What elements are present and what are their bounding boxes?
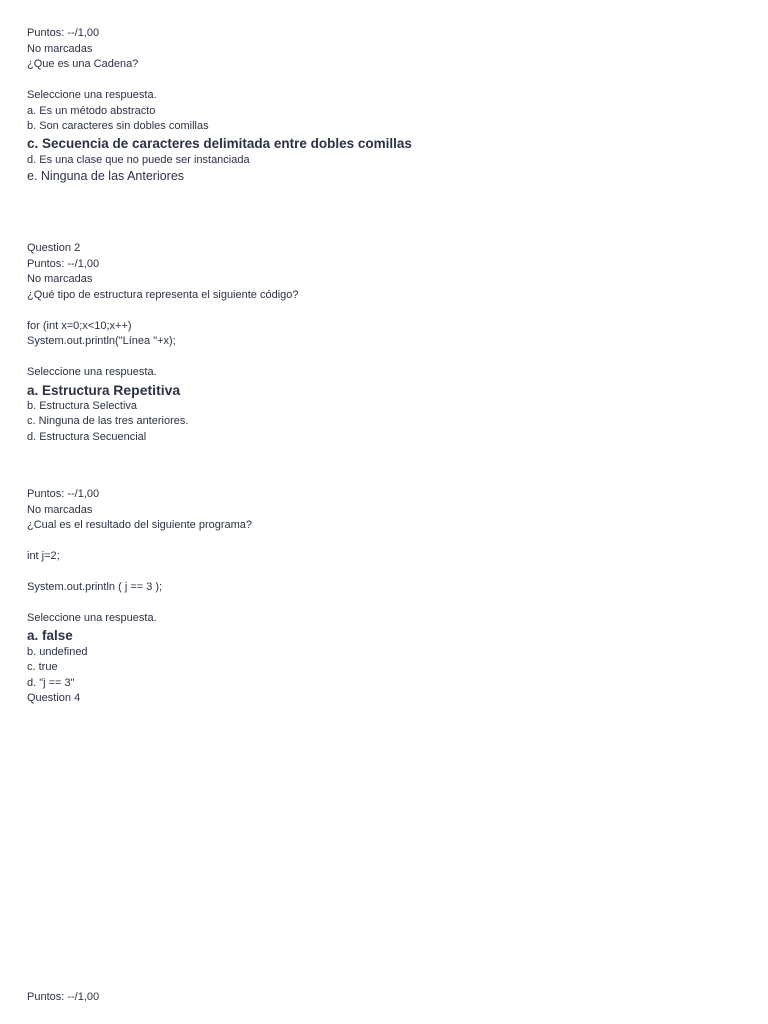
q2-option-b[interactable]: b. Estructura Selectiva bbox=[27, 399, 138, 412]
q2-label: Question 2 bbox=[27, 242, 81, 254]
q1-option-e[interactable]: e. Ninguna de las Anteriores bbox=[27, 169, 185, 183]
spacer bbox=[27, 596, 747, 612]
q2-option-c[interactable]: c. Ninguna de las tres anteriores. bbox=[27, 415, 189, 427]
q3-question-text: ¿Cual es el resultado del siguiente programa? bbox=[27, 519, 253, 531]
q1-option-d[interactable]: d. Es una clase que no puede ser instanciada bbox=[27, 153, 250, 166]
question-3 bbox=[27, 487, 747, 707]
q1-option-a[interactable]: a. Es un método abstracto bbox=[27, 104, 156, 117]
q1-points: Puntos: --/1,00 bbox=[27, 27, 100, 39]
q3-code-line-1: int j=2; bbox=[27, 550, 60, 562]
q3-option-b[interactable]: b. undefined bbox=[27, 645, 88, 658]
q1-question-text: ¿Que es una Cadena? bbox=[27, 58, 139, 70]
q4-points: Puntos: --/1,00 bbox=[27, 991, 100, 1003]
spacer bbox=[27, 303, 747, 319]
q3-option-c[interactable]: c. true bbox=[27, 661, 58, 673]
q3-status: No marcadas bbox=[27, 503, 93, 516]
q1-option-c[interactable]: c. Secuencia de caracteres delimitada entre dobles comillas bbox=[27, 135, 412, 151]
spacer bbox=[27, 565, 747, 581]
spacer bbox=[27, 350, 747, 366]
q2-code-line-2: System.out.println("Línea "+x); bbox=[27, 335, 176, 347]
q2-question-text: ¿Qué tipo de estructura representa el siguiente código? bbox=[27, 288, 299, 301]
spacer bbox=[27, 73, 747, 89]
q2-prompt: Seleccione una respuesta. bbox=[27, 366, 157, 378]
q2-status: No marcadas bbox=[27, 273, 93, 285]
question-1 bbox=[27, 26, 747, 185]
q2-code-line-1: for (int x=0;x<10;x++) bbox=[27, 319, 132, 332]
q3-code-line-2: System.out.println ( j == 3 ); bbox=[27, 581, 163, 593]
q3-option-a[interactable]: a. false bbox=[27, 627, 73, 643]
q3-prompt: Seleccione una respuesta. bbox=[27, 612, 157, 624]
q1-prompt: Seleccione una respuesta. bbox=[27, 89, 157, 101]
q1-option-b[interactable]: b. Son caracteres sin dobles comillas bbox=[27, 120, 209, 132]
q2-option-a-prefix: a. Estructura bbox=[27, 382, 114, 398]
q4-label: Question 4 bbox=[27, 692, 81, 704]
question-4 bbox=[27, 990, 747, 1006]
q3-option-d[interactable]: d. "j == 3" bbox=[27, 676, 75, 689]
q1-status: No marcadas bbox=[27, 42, 93, 55]
q2-option-d[interactable]: d. Estructura Secuencial bbox=[27, 430, 147, 443]
q2-option-a-emphasis: Repetitiva bbox=[113, 381, 181, 398]
spacer bbox=[27, 534, 747, 550]
q2-option-a[interactable] bbox=[27, 381, 747, 399]
question-2 bbox=[27, 241, 747, 445]
q2-points: Puntos: --/1,00 bbox=[27, 257, 100, 270]
q3-points: Puntos: --/1,00 bbox=[27, 488, 100, 500]
